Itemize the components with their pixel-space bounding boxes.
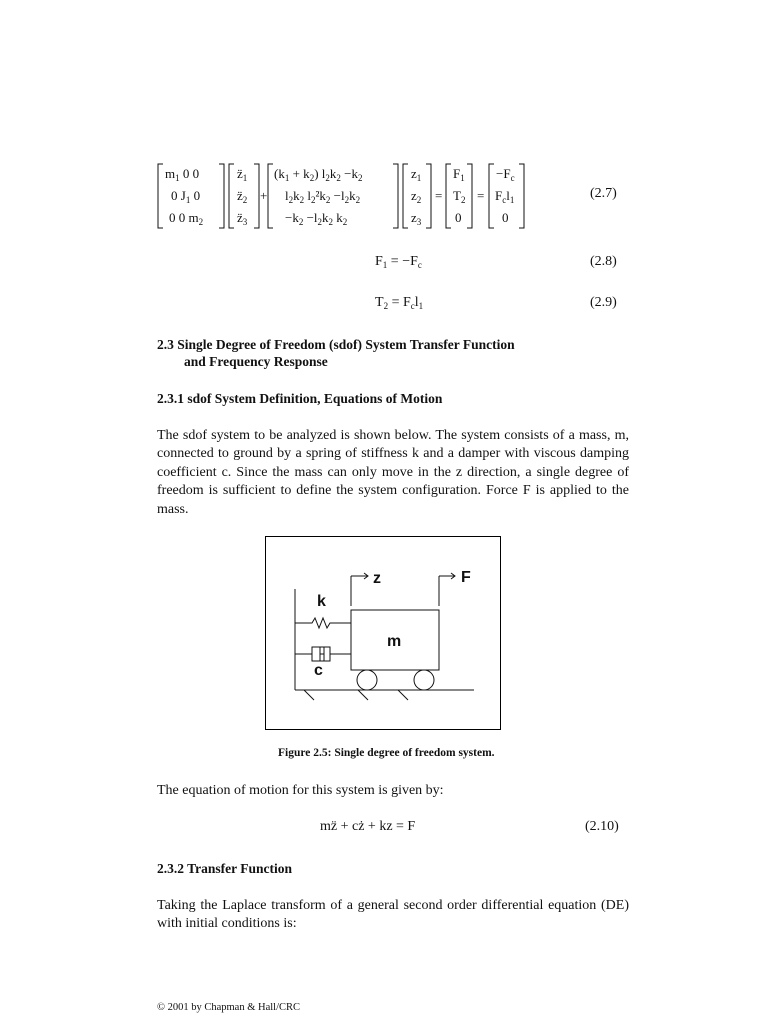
svg-text:z3: $z_3$ (411, 210, 422, 227)
svg-text:+: + (260, 188, 268, 203)
figure-label-m: m (387, 633, 402, 650)
sdof-diagram-graphic (266, 537, 500, 729)
section-2-3-1-heading: 2.3.1 sdof System Definition, Equations of Motion (157, 391, 443, 406)
equation-2-9: $T_2 = F_cl_1$ (375, 295, 424, 311)
svg-text:0 0 m2: 0 0 $m_2$ (169, 210, 204, 227)
body-paragraph-sdof: The sdof system to be analyzed is shown below. The system consists of a mass, m, connected to ground by a spring of stiffness k and a damper with viscous damping coefficient c. Since the mass can only move in the z direction, a single degree of freedom is sufficient to define the system configuration. Force F is applied to the mass. (157, 428, 629, 517)
section-2-3-heading-line1: 2.3 Single Degree of Freedom (sdof) System Transfer Function (157, 337, 515, 352)
svg-text:Fcl1: $F_cl_1$ (495, 188, 515, 205)
svg-text:0 J1 0: 0 $J_1$ 0 (171, 188, 201, 205)
equation-2-8-number: (2.8) (590, 254, 617, 269)
svg-text:z̈2: $z̈_2$ (237, 188, 248, 205)
section-2-3-2-heading: 2.3.2 Transfer Function (157, 861, 293, 876)
svg-text:−Fc: $-F_c$ (496, 166, 515, 183)
equation-2-10-number: (2.10) (585, 819, 619, 834)
equation-2-9-number: (2.9) (590, 295, 617, 310)
svg-text:=: = (435, 188, 443, 203)
figure-sdof-diagram (265, 536, 501, 730)
equation-2-10: mz̈ + cż + kz = F (320, 819, 416, 834)
svg-text:z̈1: $z̈_1$ (237, 166, 248, 183)
svg-text:(k1 + k2) l2k2 −k2: $(k_1 + k_2)$ $l_2k_2 -k_2$ (274, 166, 363, 183)
svg-text:z1: $z_1$ (411, 166, 422, 183)
svg-text:l2k2 l2²k2 −l2k2: $l_2k_2$ $l_2^2k_2 -l_2k_2$ (285, 188, 361, 205)
equation-2-7 (157, 160, 537, 232)
svg-text:F1: $F_1$ (453, 166, 465, 183)
figure-label-c: c (314, 662, 323, 679)
figure-label-k: k (317, 593, 326, 610)
svg-text:z̈3: $z̈_3$ (237, 210, 248, 227)
svg-text:=: = (477, 188, 485, 203)
equation-2-8: $F_1 = -F_c$ (375, 254, 422, 270)
equation-2-7-number: (2.7) (590, 186, 617, 201)
svg-text:−k2 −l2k2 k2: $-k_2$ $-l_2k_2$ $k_2$ (285, 210, 348, 227)
figure-caption: Figure 2.5: Single degree of freedom system. (278, 747, 495, 759)
copyright-footer: © 2001 by Chapman & Hall/CRC (157, 1002, 301, 1013)
svg-text:T2: $T_2$ (453, 188, 466, 205)
section-2-3-heading-line2: and Frequency Response (184, 354, 328, 369)
svg-text:z2: $z_2$ (411, 188, 422, 205)
figure-label-z: z (373, 570, 381, 587)
svg-text:m1 0 0: $m_1$ 0 0 (165, 166, 200, 183)
body-paragraph-transfer-function: Taking the Laplace transform of a general second order differential equation (DE) with initial conditions is: (157, 898, 629, 932)
figure-label-F: F (461, 569, 471, 586)
svg-text:0: 0 (455, 210, 462, 225)
eom-intro-text: The equation of motion for this system is given by: (157, 783, 444, 798)
matrix-equation-graphic (157, 160, 537, 232)
svg-text:0: 0 (502, 210, 509, 225)
